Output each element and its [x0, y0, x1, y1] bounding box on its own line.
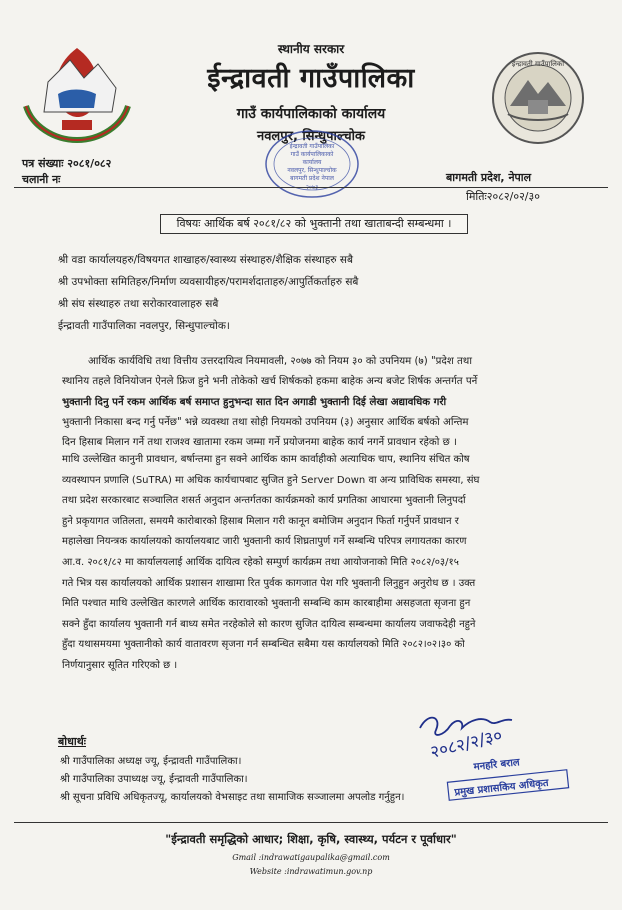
cc-heading: बोधार्थः	[58, 735, 86, 748]
paragraph-1	[62, 352, 582, 453]
paragraph-1-line: स्थानिय तहले विनियोजन ऐनले फ्रिज हुने भनी तोकेको खर्च शिर्षकको हकमा बाहेक अन्य बजेट शिर्षक अन्तर्गत पर्ने	[62, 376, 478, 388]
paragraph-2-line: सक्ने हुँदा कार्यालय भुक्तानी गर्न बाध्य समेत नरहेकोले सो कारण सुजित दायित्व सम्बन्धमा कार्यालय जवाफदेही नहुने	[62, 618, 476, 630]
recipient-line: श्री उपभोक्ता समितिहरु/निर्माण व्यवसायीहरु/परामर्शदाताहरु/आपुर्तिकर्ताहरु सबै	[58, 276, 359, 288]
municipality-name: ईन्द्रावती गाउँपालिका	[207, 63, 415, 94]
paragraph-1-line: भुक्तानी निकासा बन्द गर्नु पर्नेछ" भन्ने व्यवस्था तथा सोही नियमको उपनियम (३) अनुसार आर्थिक बर्षको अन्तिम	[62, 416, 469, 428]
signature-block	[378, 706, 578, 806]
local-government-label: स्थानीय सरकार	[277, 42, 345, 56]
paragraph-2-line: निर्णयानुसार सूतित गरिएको छ ।	[62, 659, 178, 671]
dispatch-number: चलानी नः	[22, 173, 61, 186]
paragraph-2-line: हुने प्रकृयागत जतिलता, समयमै कारोबारको हिसाब मिलान गरी कानून बमोजिम अनुदान फिर्ता गर्नुपर्ने प्रावधान र	[62, 515, 459, 527]
stamp-line-3: कार्यालय	[302, 159, 322, 166]
paragraph-1-line: दिन हिसाब मिलान गर्ने तथा राजश्व खातामा रकम जम्मा गर्ने प्रयोजनमा बाहेक कार्य नगर्ने प्रावधान रहेको छ ।	[62, 437, 457, 449]
paragraph-2-line: मिति पश्चात माथि उल्लेखित कारणले आर्थिक कारावारको भुक्तानी सम्बन्धि काम कारबाहीमा असहजता सृजना हुन	[62, 598, 471, 610]
recipient-line: ईन्द्रावती गाउँपालिका नवलपुर, सिन्धुपाल्चोक।	[58, 320, 230, 332]
cc-line: श्री सूचना प्रविधि अधिकृतज्यू, कार्यालयको वेभसाइट तथा सामाजिक सञ्जालमा अपलोड गर्नुहुन।	[60, 792, 405, 803]
stamp-line-1: ईन्द्रावती गाउँपालिका	[289, 143, 335, 150]
stamp-line-4: नवलपुर, सिन्धुपाल्चोक	[287, 167, 337, 174]
footer-slogan: "ईन्द्रावती समृद्धिको आधार; शिक्षा, कृषि, स्वास्थ्य, पर्यटन र पूर्वाधार"	[165, 832, 457, 846]
footer-divider	[14, 822, 608, 823]
footer-email: Gmail :indrawatigaupalika@gmail.com	[232, 853, 390, 862]
stamp-line-6: २०७३	[305, 184, 319, 191]
recipient-line: श्री संघ संस्थाहरु तथा सरोकारवालाहरु सबै	[58, 298, 219, 310]
paragraph-2-line: व्यवस्थापन प्रणालि (SuTRA) मा अधिक कार्यचापबाट सुजित हुने Server Down वा अन्य प्राविधिक समस्या, संघ	[62, 474, 480, 486]
paragraph-2-line: गते भित्र यस कार्यालयको आर्थिक प्रशासन शाखामा रित पुर्वक कागजात पेश गरि भुक्तानी लिनुहुन अनुरोध छ । उक्त	[62, 577, 476, 589]
paragraph-2	[62, 450, 590, 677]
footer-website: Website :indrawatimun.gov.np	[249, 867, 373, 876]
header-divider	[14, 187, 608, 188]
paragraph-1-line: आर्थिक कार्यविधि तथा वित्तीय उत्तरदायित्व नियमावली, २०७७ को नियम ३० को उपनियम (७) "प्रदेश तथा	[88, 356, 472, 367]
paragraph-2-line: आ.व. २०८१/८२ मा कार्यालयलाई आर्थिक दायित्व रहेको सम्पुर्ण कार्यक्रम तथा आयोजनाको मिति २०८२/०३/१५	[62, 556, 459, 568]
paragraph-2-line: हुँदा यथासमयमा भुक्तानीको कार्य वातावरण सृजना गर्न सम्बन्धित सबैमा यस कार्यालयको मिति २०८२।०२।३० को	[62, 639, 465, 651]
cc-line: श्री गाउँपालिका उपाध्यक्ष ज्यू, ईन्द्रावती गाउँपालिका।	[60, 774, 248, 785]
signer-name-stamp: मनहरि बराल	[473, 757, 521, 773]
letter-date: मितिः२०८२/०२/३०	[466, 190, 540, 203]
paragraph-2-line: माथि उल्लेखित कानुनी प्रावधान, बर्षान्तमा हुन सक्ने आर्थिक काम कार्वाहीको अत्याधिक चाप, स्थानिय संचित कोष	[62, 454, 470, 465]
designation-stamp: प्रमुख प्रशासकिय अधिकृत	[453, 777, 550, 799]
municipality-logo	[490, 50, 586, 146]
paragraph-1-line: भुक्तानी दिनु पर्ने रकम आर्थिक बर्ष समाप्त हुनुभन्दा सात दिन अगाडी भुक्तानी दिई लेखा अद्यावधिक गरी	[62, 396, 447, 408]
office-name: गाउँ कार्यपालिकाको कार्यालय	[236, 106, 386, 122]
subject-box: विषयः आर्थिक बर्ष २०८१/८२ को भुक्तानी तथा खाताबन्दी सम्बन्धमा ।	[160, 214, 468, 234]
province-name: बागमती प्रदेश, नेपाल	[446, 171, 532, 184]
office-address: नवलपुर, सिन्धुपाल्चोक	[256, 129, 366, 144]
stamp-line-2: गाउँ कार्यपालिकाको	[290, 151, 334, 158]
stamp-line-5: बागमती प्रदेश नेपाल	[290, 175, 334, 182]
reference-number: पत्र संख्याः २०८१/०८२	[22, 157, 112, 170]
recipient-line: श्री वडा कार्यालयहरु/विषयगत शाखाहरु/स्वास्थ्य संस्थाहरु/शैक्षिक संस्थाहरु सबै	[58, 254, 353, 266]
logo-text: ईन्द्रावती गाउँपालिका	[511, 60, 565, 68]
signature-date: २०८२/२/३०	[428, 725, 505, 763]
cc-line: श्री गाउँपालिका अध्यक्ष ज्यू, ईन्द्रावती गाउँपालिका।	[60, 756, 242, 767]
paragraph-2-line: तथा प्रदेश सरकारबाट सञ्चालित शसर्त अनुदान अन्तर्गतका कार्यक्रमको कार्य प्रगतिका आधारमा भुक्तानी लिनुपर्दा	[62, 495, 466, 507]
office-stamp	[262, 128, 362, 200]
paragraph-2-line: महालेखा नियन्त्रक कार्यालयको कार्यालयबाट जारी भुक्तानी कार्य शिघ्रतापुर्ण गर्ने सम्बन्धि परिपत्र लगायतका कारण	[62, 536, 467, 548]
